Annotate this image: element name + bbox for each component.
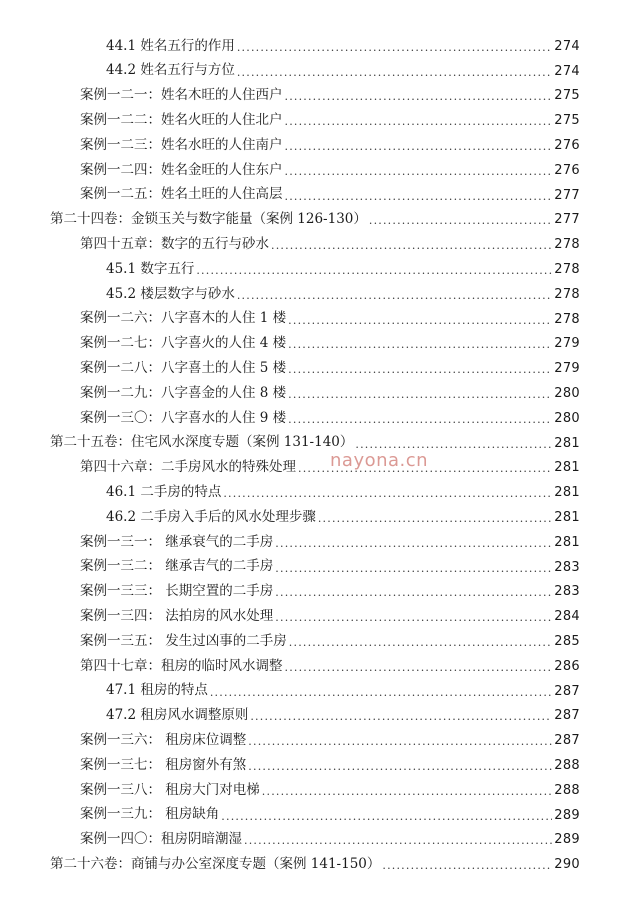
toc-entry-page-number: 288	[554, 782, 580, 798]
dot-leader	[288, 337, 552, 350]
dot-leader	[250, 709, 552, 722]
dot-leader	[288, 313, 552, 326]
toc-entry-page-number: 283	[554, 584, 580, 600]
toc-chapter-entry[interactable]	[80, 356, 580, 381]
toc-section-entry[interactable]	[106, 704, 580, 729]
toc-entry-page-number: 278	[554, 286, 580, 302]
toc-volume-entry[interactable]	[50, 208, 580, 233]
dot-leader	[369, 213, 552, 226]
toc-entry-title: 案例一三九： 租房缺角	[80, 806, 220, 823]
toc-entry-page-number: 281	[554, 510, 580, 526]
toc-entry-page-number: 276	[554, 162, 580, 178]
toc-entry-page-number: 281	[554, 534, 580, 550]
dot-leader	[285, 164, 553, 177]
toc-entry-title: 案例一三六： 租房床位调整	[80, 732, 247, 749]
toc-entry-page-number: 285	[554, 634, 580, 650]
toc-entry-title: 第四十五章：数字的五行与砂水	[80, 236, 269, 253]
toc-entry-title: 第四十七章：租房的临时风水调整	[80, 657, 283, 674]
dot-leader	[275, 585, 552, 598]
toc-section-entry[interactable]	[106, 59, 580, 84]
toc-entry-title: 45.1 数字五行	[106, 260, 195, 277]
toc-chapter-entry[interactable]	[80, 530, 580, 555]
toc-entry-page-number: 289	[554, 807, 580, 823]
toc-entry-page-number: 286	[554, 658, 580, 674]
toc-chapter-entry[interactable]	[80, 158, 580, 183]
toc-entry-page-number: 278	[554, 311, 580, 327]
toc-chapter-entry[interactable]	[80, 654, 580, 679]
toc-chapter-entry[interactable]	[80, 604, 580, 629]
toc-entry-page-number: 275	[554, 113, 580, 129]
toc-entry-title: 案例一二三：姓名水旺的人住南户	[80, 136, 283, 153]
dot-leader	[355, 437, 552, 450]
toc-volume-entry[interactable]	[50, 852, 580, 877]
toc-entry-page-number: 281	[554, 485, 580, 501]
dot-leader	[196, 263, 552, 276]
toc-entry-page-number: 287	[554, 733, 580, 749]
toc-chapter-entry[interactable]	[80, 629, 580, 654]
dot-leader	[298, 461, 552, 474]
toc-entry-title: 案例一二九：八字喜金的人住 8 楼	[80, 384, 287, 401]
toc-entry-page-number: 280	[554, 410, 580, 426]
toc-entry-title: 46.2 二手房入手后的风水处理步骤	[106, 508, 316, 525]
toc-section-entry[interactable]	[106, 679, 580, 704]
toc-entry-page-number: 280	[554, 386, 580, 402]
toc-entry-page-number: 275	[554, 88, 580, 104]
toc-entry-title: 47.1 租房的特点	[106, 682, 208, 699]
toc-entry-title: 案例一二五：姓名土旺的人住高层	[80, 186, 283, 203]
dot-leader	[248, 759, 552, 772]
dot-leader	[275, 561, 552, 574]
dot-leader	[237, 40, 552, 53]
toc-entry-title: 案例一二一：姓名木旺的人住西户	[80, 87, 283, 104]
toc-entry-page-number: 274	[554, 38, 580, 54]
toc-section-entry[interactable]	[106, 505, 580, 530]
toc-entry-page-number: 279	[554, 361, 580, 377]
toc-entry-title: 第二十六卷：商铺与办公室深度专题（案例 141-150）	[50, 856, 381, 873]
dot-leader	[285, 139, 553, 152]
toc-section-entry[interactable]	[106, 282, 580, 307]
toc-entry-title: 案例一三五： 发生过凶事的二手房	[80, 632, 287, 649]
dot-leader	[271, 238, 552, 251]
toc-volume-entry[interactable]	[50, 431, 580, 456]
toc-section-entry[interactable]	[106, 480, 580, 505]
dot-leader	[237, 288, 552, 301]
dot-leader	[285, 89, 553, 102]
dot-leader	[262, 784, 552, 797]
toc-entry-page-number: 281	[554, 460, 580, 476]
toc-entry-title: 案例一三三： 长期空置的二手房	[80, 583, 274, 600]
toc-entry-title: 案例一三〇：八字喜水的人住 9 楼	[80, 409, 287, 426]
dot-leader	[289, 635, 552, 648]
toc-entry-title: 案例一三八： 租房大门对电梯	[80, 781, 260, 798]
toc-chapter-entry[interactable]	[80, 381, 580, 406]
toc-entry-page-number: 279	[554, 336, 580, 352]
toc-entry-title: 45.2 楼层数字与砂水	[106, 285, 235, 302]
toc-entry-title: 案例一三一： 继承衰气的二手房	[80, 533, 274, 550]
dot-leader	[275, 536, 552, 549]
toc-entry-title: 第二十四卷：金锁玉关与数字能量（案例 126-130）	[50, 211, 367, 228]
toc-entry-title: 47.2 租房风水调整原则	[106, 707, 249, 724]
toc-entry-page-number: 278	[554, 237, 580, 253]
toc-entry-page-number: 288	[554, 758, 580, 774]
toc-entry-page-number: 284	[554, 609, 580, 625]
toc-entry-page-number: 278	[554, 262, 580, 278]
toc-entry-page-number: 276	[554, 138, 580, 154]
dot-leader	[221, 809, 552, 822]
dot-leader	[285, 660, 553, 673]
toc-chapter-entry[interactable]	[80, 84, 580, 109]
toc-entry-page-number: 290	[554, 857, 580, 873]
toc-chapter-entry[interactable]	[80, 803, 580, 828]
toc-chapter-entry[interactable]	[80, 753, 580, 778]
dot-leader	[244, 833, 552, 846]
dot-leader	[288, 412, 552, 425]
watermark: nayona.cn	[330, 450, 429, 471]
toc-chapter-entry[interactable]	[80, 828, 580, 853]
toc-entry-title: 案例一三二： 继承吉气的二手房	[80, 558, 274, 575]
toc-entry-page-number: 283	[554, 559, 580, 575]
toc-chapter-entry[interactable]	[80, 555, 580, 580]
dot-leader	[318, 511, 552, 524]
toc-chapter-entry[interactable]	[80, 133, 580, 158]
toc-chapter-entry[interactable]	[80, 183, 580, 208]
toc-chapter-entry[interactable]	[80, 580, 580, 605]
toc-entry-title: 案例一二八：八字喜土的人住 5 楼	[80, 360, 287, 377]
dot-leader	[223, 486, 552, 499]
toc-entry-title: 案例一四〇：租房阴暗潮湿	[80, 831, 242, 848]
dot-leader	[210, 685, 552, 698]
toc-entry-title: 案例一二六：八字喜木的人住 1 楼	[80, 310, 287, 327]
toc-entry-title: 案例一二四：姓名金旺的人住东户	[80, 161, 283, 178]
toc-entry-page-number: 277	[554, 212, 580, 228]
toc-section-entry[interactable]	[106, 257, 580, 282]
toc-chapter-entry[interactable]	[80, 307, 580, 332]
toc-chapter-entry[interactable]	[80, 332, 580, 357]
toc-section-entry[interactable]	[106, 34, 580, 59]
toc-chapter-entry[interactable]	[80, 728, 580, 753]
toc-chapter-entry[interactable]	[80, 232, 580, 257]
toc-entry-title: 案例一二七：八字喜火的人住 4 楼	[80, 335, 287, 352]
toc-entry-title: 案例一三四： 法拍房的风水处理	[80, 608, 274, 625]
toc-chapter-entry[interactable]	[80, 778, 580, 803]
toc-entry-title: 第四十六章：二手房风水的特殊处理	[80, 459, 296, 476]
dot-leader	[285, 114, 553, 127]
dot-leader	[237, 65, 552, 78]
toc-entry-page-number: 281	[554, 435, 580, 451]
toc-entry-title: 46.1 二手房的特点	[106, 484, 222, 501]
toc-entry-title: 44.1 姓名五行的作用	[106, 37, 235, 54]
toc-chapter-entry[interactable]	[80, 456, 580, 481]
toc-entry-page-number: 287	[554, 708, 580, 724]
dot-leader	[288, 362, 552, 375]
toc-chapter-entry[interactable]	[80, 108, 580, 133]
toc-chapter-entry[interactable]	[80, 406, 580, 431]
toc-entry-title: 案例一二二：姓名火旺的人住北户	[80, 112, 283, 129]
toc-entry-title: 第二十五卷：住宅风水深度专题（案例 131-140）	[50, 434, 354, 451]
dot-leader	[382, 858, 552, 871]
dot-leader	[275, 610, 552, 623]
dot-leader	[285, 189, 553, 202]
toc-entry-page-number: 287	[554, 683, 580, 699]
toc-entry-page-number: 277	[554, 187, 580, 203]
toc-entry-title: 案例一三七： 租房窗外有煞	[80, 756, 247, 773]
dot-leader	[288, 387, 552, 400]
toc-entry-page-number: 289	[554, 832, 580, 848]
toc-entry-page-number: 274	[554, 63, 580, 79]
dot-leader	[248, 734, 552, 747]
toc-entry-title: 44.2 姓名五行与方位	[106, 62, 235, 79]
